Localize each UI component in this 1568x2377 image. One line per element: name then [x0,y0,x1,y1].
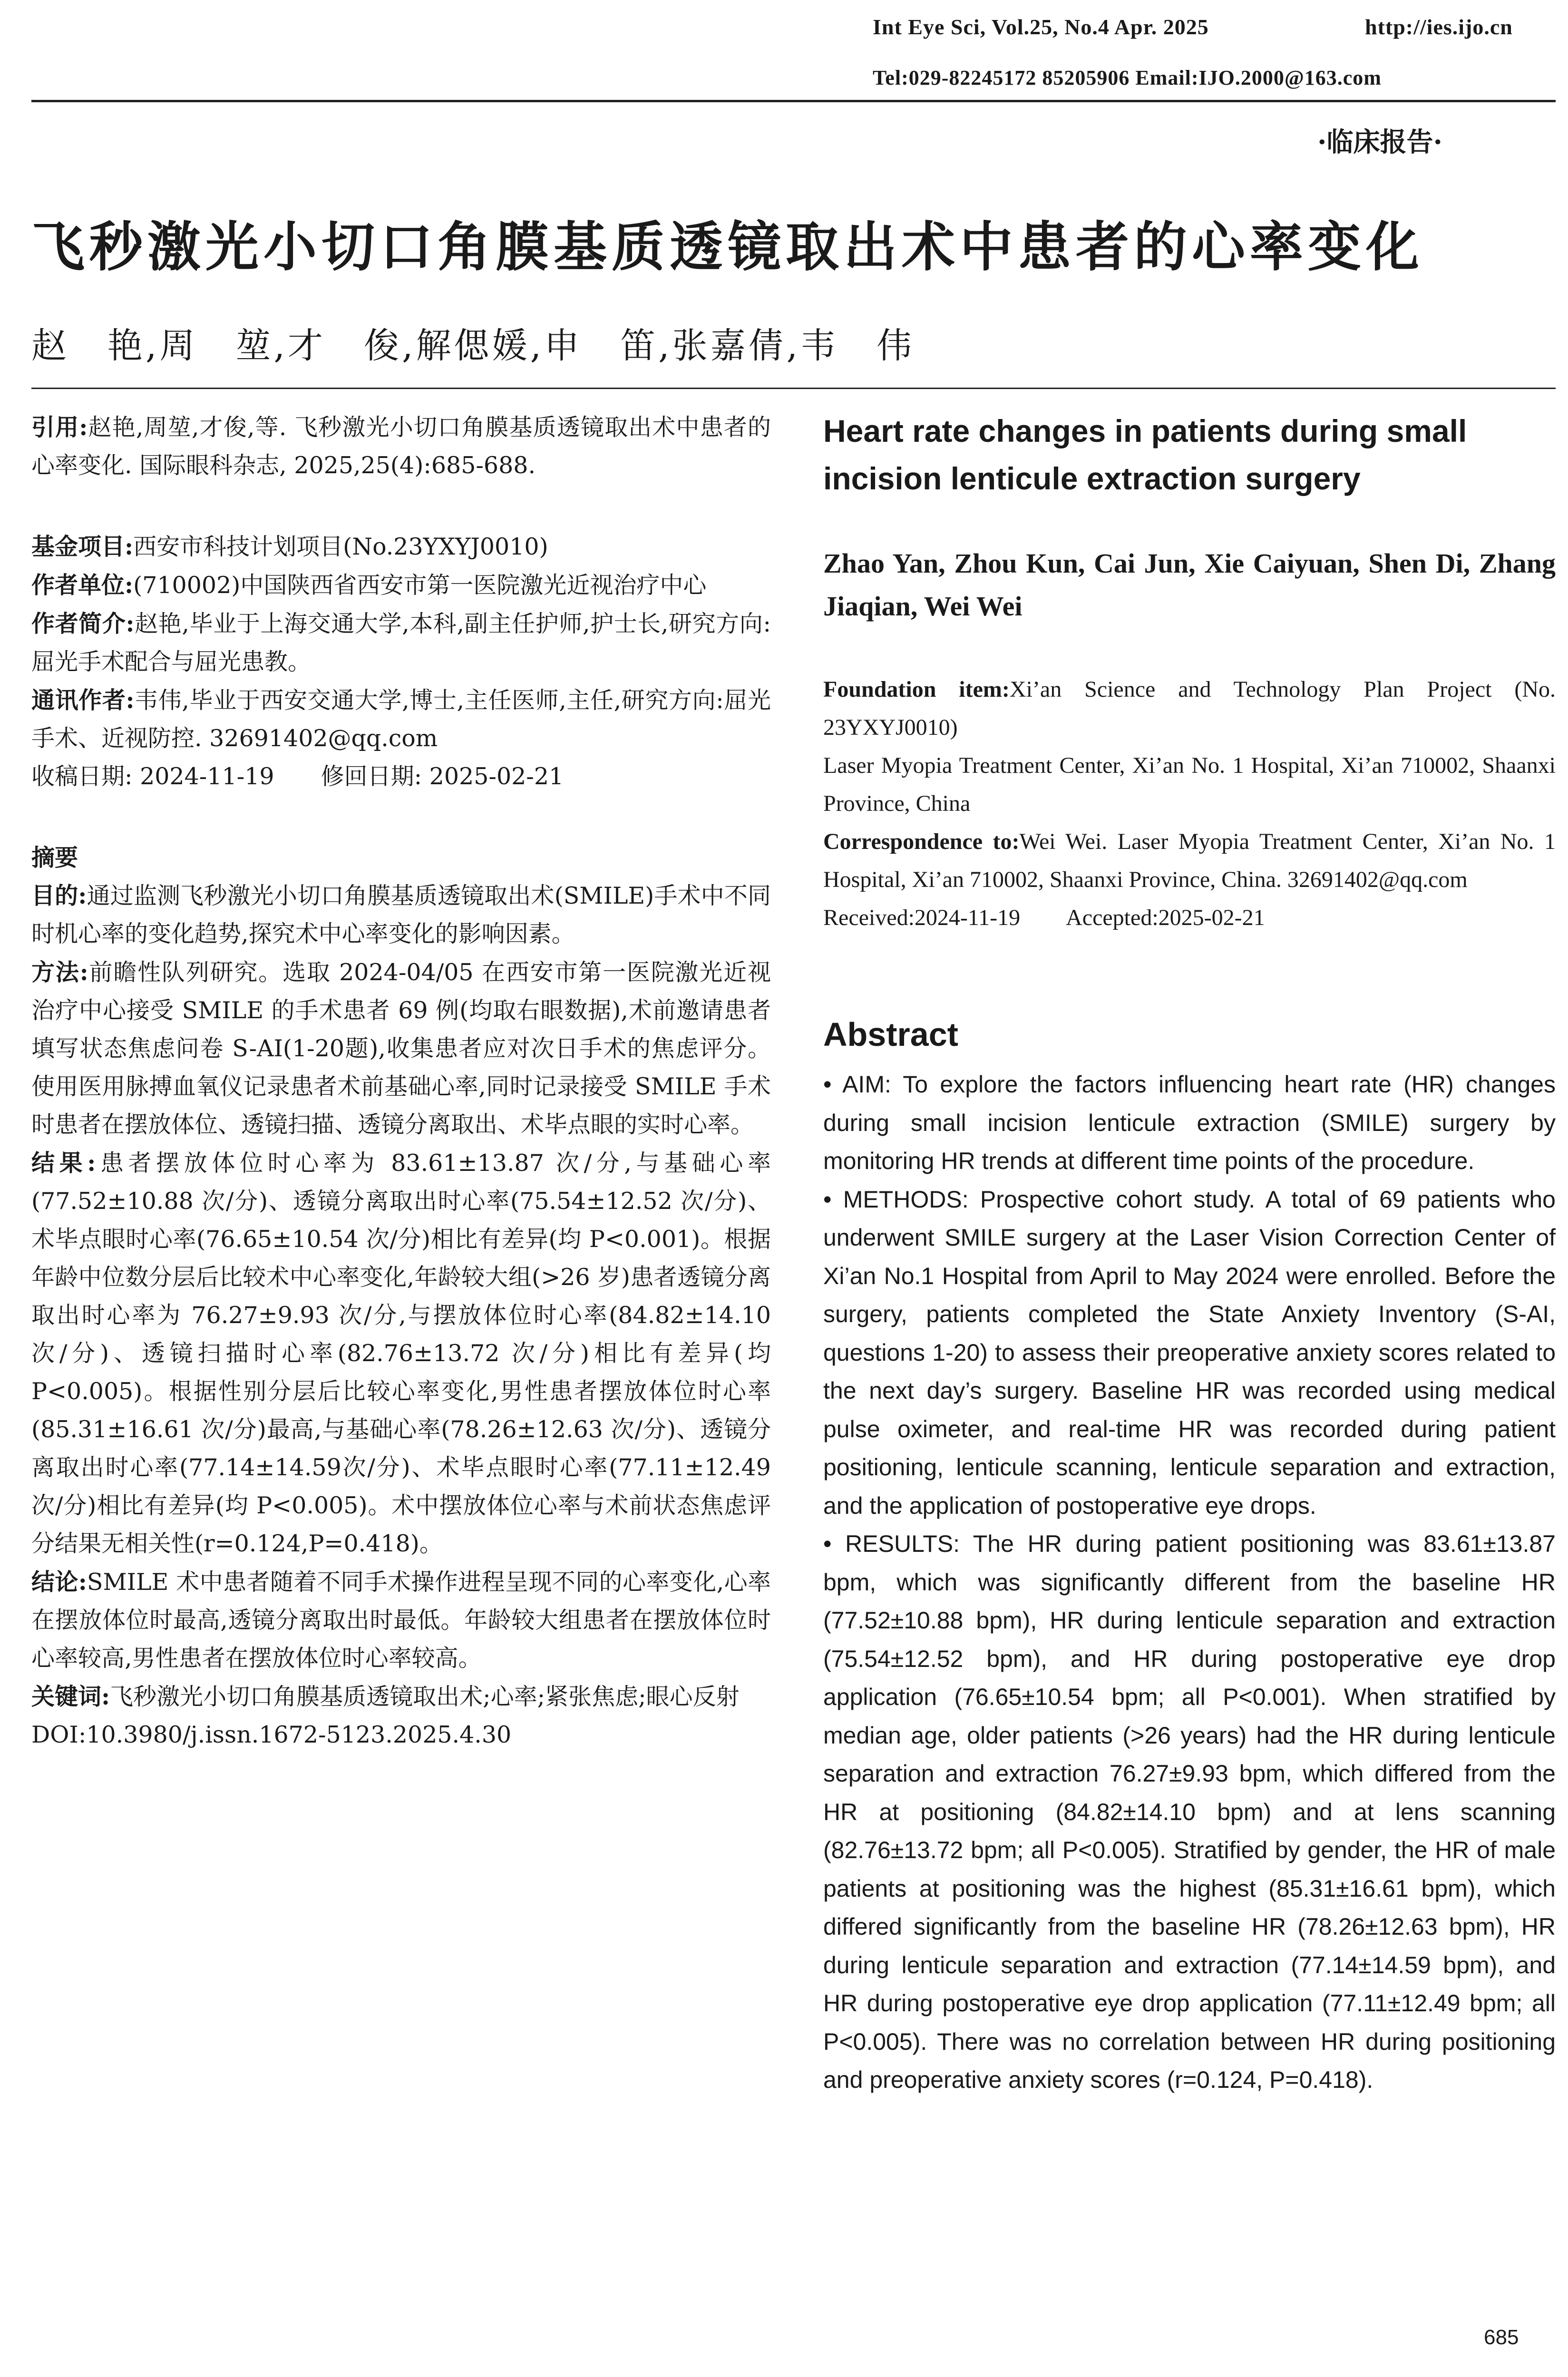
affiliation-en: Laser Myopia Treatment Center, Xi’an No. 1 Hospital, Xi’an 710002, Shaanxi Province, China [823,753,1556,816]
doi[interactable]: DOI:10.3980/j.issn.1672-5123.2025.4.30 [31,1721,512,1748]
journal-contact: Tel:029-82245172 85205906 Email:IJO.2000@163.com [873,66,1382,89]
article-title-en: Heart rate changes in patients during small incision lenticule extraction surgery [823,413,1467,496]
left-column [31,408,771,1754]
methods-en: • METHODS: Prospective cohort study. A total of 69 patients who underwent SMILE surgery at the Laser Vision Correction Center of Xi’an No.1 Hospital from April to May 2024 were enrolled. Before the surgery, patients completed the State Anxiety Inventory (S-AI, questions 1-20) to assess their preoperative anxiety scores related to the next day’s surgery. Baseline HR was recorded using medical pulse oximeter, and real-time HR was recorded during patient positioning, lenticule scanning, lenticule separation and extraction, and the application of postoperative eye drops. [823,1186,1556,1519]
abstract-heading-cn: 摘要 [31,844,78,871]
results-cn: 结果:患者摆放体位时心率为 83.61±13.87 次/分,与基础心率(77.52±10.88 次/分)、透镜分离取出时心率(75.54±12.52 次/分)、术毕点眼时心率(76.65±10.54 次/分)相比有差异(均 P<0.001)。根据年龄中位数分层后比较术中心率变化,年龄较大组(>26 岁)患者透镜分离取出时心率为 76.27±9.93 次/分,与摆放体位时心率(84.82±14.10 次/分)、透镜扫描时心率(82.76±13.72 次/分)相比有差异(均 P<0.005)。根据性别分层后比较心率变化,男性患者摆放体位时心率(85.31±16.61 次/分)最高,与基础心率(78.26±12.63 次/分)、透镜分离取出时心率(77.14±14.59次/分)、术毕点眼时心率(77.11±12.49 次/分)相比有差异(均 P<0.005)。术中摆放体位心率与术前状态焦虑评分结果无相关性(r=0.124,P=0.418)。 [31,1149,771,1557]
author-unit: 作者单位:(710002)中国陕西省西安市第一医院激光近视治疗中心 [31,571,707,599]
citation: 引用:赵艳,周堃,才俊,等. 飞秒激光小切口角膜基质透镜取出术中患者的心率变化. 国际眼科杂志, 2025,25(4):685-688. [31,413,771,479]
dates-en: Received:2024-11-19 Accepted:2025-02-21 [823,905,1265,930]
header-rule [31,100,1556,102]
author-bio: 作者简介:赵艳,毕业于上海交通大学,本科,副主任护师,护士长,研究方向:屈光手术配合与屈光患教。 [31,610,771,675]
page-number: 685 [1484,2326,1519,2349]
abstract-heading-en: Abstract [823,1016,958,1053]
corresponding-author: 通讯作者:韦伟,毕业于西安交通大学,博士,主任医师,主任,研究方向:屈光手术、近视防控. 32691402@qq.com [31,686,771,752]
journal-url[interactable]: http://ies.ijo.cn [1365,15,1513,39]
aim-en: • AIM: To explore the factors influencing heart rate (HR) changes during small incision lenticule extraction (SMILE) surgery by monitoring HR trends at different time points of the procedure. [823,1071,1556,1174]
results-en: • RESULTS: The HR during patient positioning was 83.61±13.87 bpm, which was significantly different from the baseline HR (77.52±10.88 bpm), HR during lenticule separation and extraction (75.54±12.52 bpm), and HR during postoperative eye drop application (76.65±10.54 bpm; all P<0.001). When stratified by median age, older patients (>26 years) had the HR during lenticule separation and extraction 76.27±9.93 bpm, which differed from the HR at positioning (84.82±14.10 bpm) and at lens scanning (82.76±13.72 bpm; all P<0.005). Stratified by gender, the HR of male patients at positioning was the highest (85.31±16.61 bpm), which differed significantly from the baseline HR (78.26±12.63 bpm), HR during lenticule separation and extraction (77.14±14.59 bpm), and HR during postoperative eye drop application (77.11±12.49 bpm; all P<0.005). There was no correlation between HR during positioning and preoperative anxiety scores (r=0.124, P=0.418). [823,1530,1556,2093]
authors-cn: 赵 艳,周 堃,才 俊,解偲媛,申 笛,张嘉倩,韦 伟 [31,325,915,366]
title-divider [31,388,1556,389]
conclusion-cn: 结论:SMILE 术中患者随着不同手术操作进程呈现不同的心率变化,心率在摆放体位时最高,透镜分离取出时最低。年龄较大组患者在摆放体位时心率较高,男性患者在摆放体位时心率较高。 [31,1568,771,1672]
journal-info: Int Eye Sci, Vol.25, No.4 Apr. 2025 [873,15,1209,39]
aim-cn: 目的:通过监测飞秒激光小切口角膜基质透镜取出术(SMILE)手术中不同时机心率的变化趋势,探究术中心率变化的影响因素。 [31,882,771,947]
article-title-cn: 飞秒激光小切口角膜基质透镜取出术中患者的心率变化 [31,216,1424,278]
fund-item: 基金项目:西安市科技计划项目(No.23YXYJ0010) [31,533,548,560]
correspondence-en: Correspondence to:Wei Wei. Laser Myopia Treatment Center, Xi’an No. 1 Hospital, Xi’an 710002, Shaanxi Province, China. 32691402@qq.com [823,829,1556,892]
authors-en: Zhao Yan, Zhou Kun, Cai Jun, Xie Caiyuan, Shen Di, Zhang Jiaqian, Wei Wei [823,548,1556,622]
section-tag: ·临床报告· [1317,127,1442,158]
foundation-item: Foundation item:Xi’an Science and Technology Plan Project (No. 23YXYJ0010) [823,677,1556,740]
meta-en [823,671,1556,937]
dates-cn: 收稿日期: 2024-11-19 修回日期: 2025-02-21 [31,763,564,790]
keywords-cn: 关键词:飞秒激光小切口角膜基质透镜取出术;心率;紧张焦虑;眼心反射 [31,1683,740,1710]
methods-cn: 方法:前瞻性队列研究。选取 2024-04/05 在西安市第一医院激光近视治疗中心接受 SMILE 的手术患者 69 例(均取右眼数据),术前邀请患者填写状态焦虑问卷 S-AI(1-20题),收集患者应对次日手术的焦虑评分。使用医用脉搏血氧仪记录患者术前基础心率,同时记录接受 SMILE 手术时患者在摆放体位、透镜扫描、透镜分离取出、术毕点眼的实时心率。 [31,958,771,1138]
abstract-en [823,1065,1556,2099]
